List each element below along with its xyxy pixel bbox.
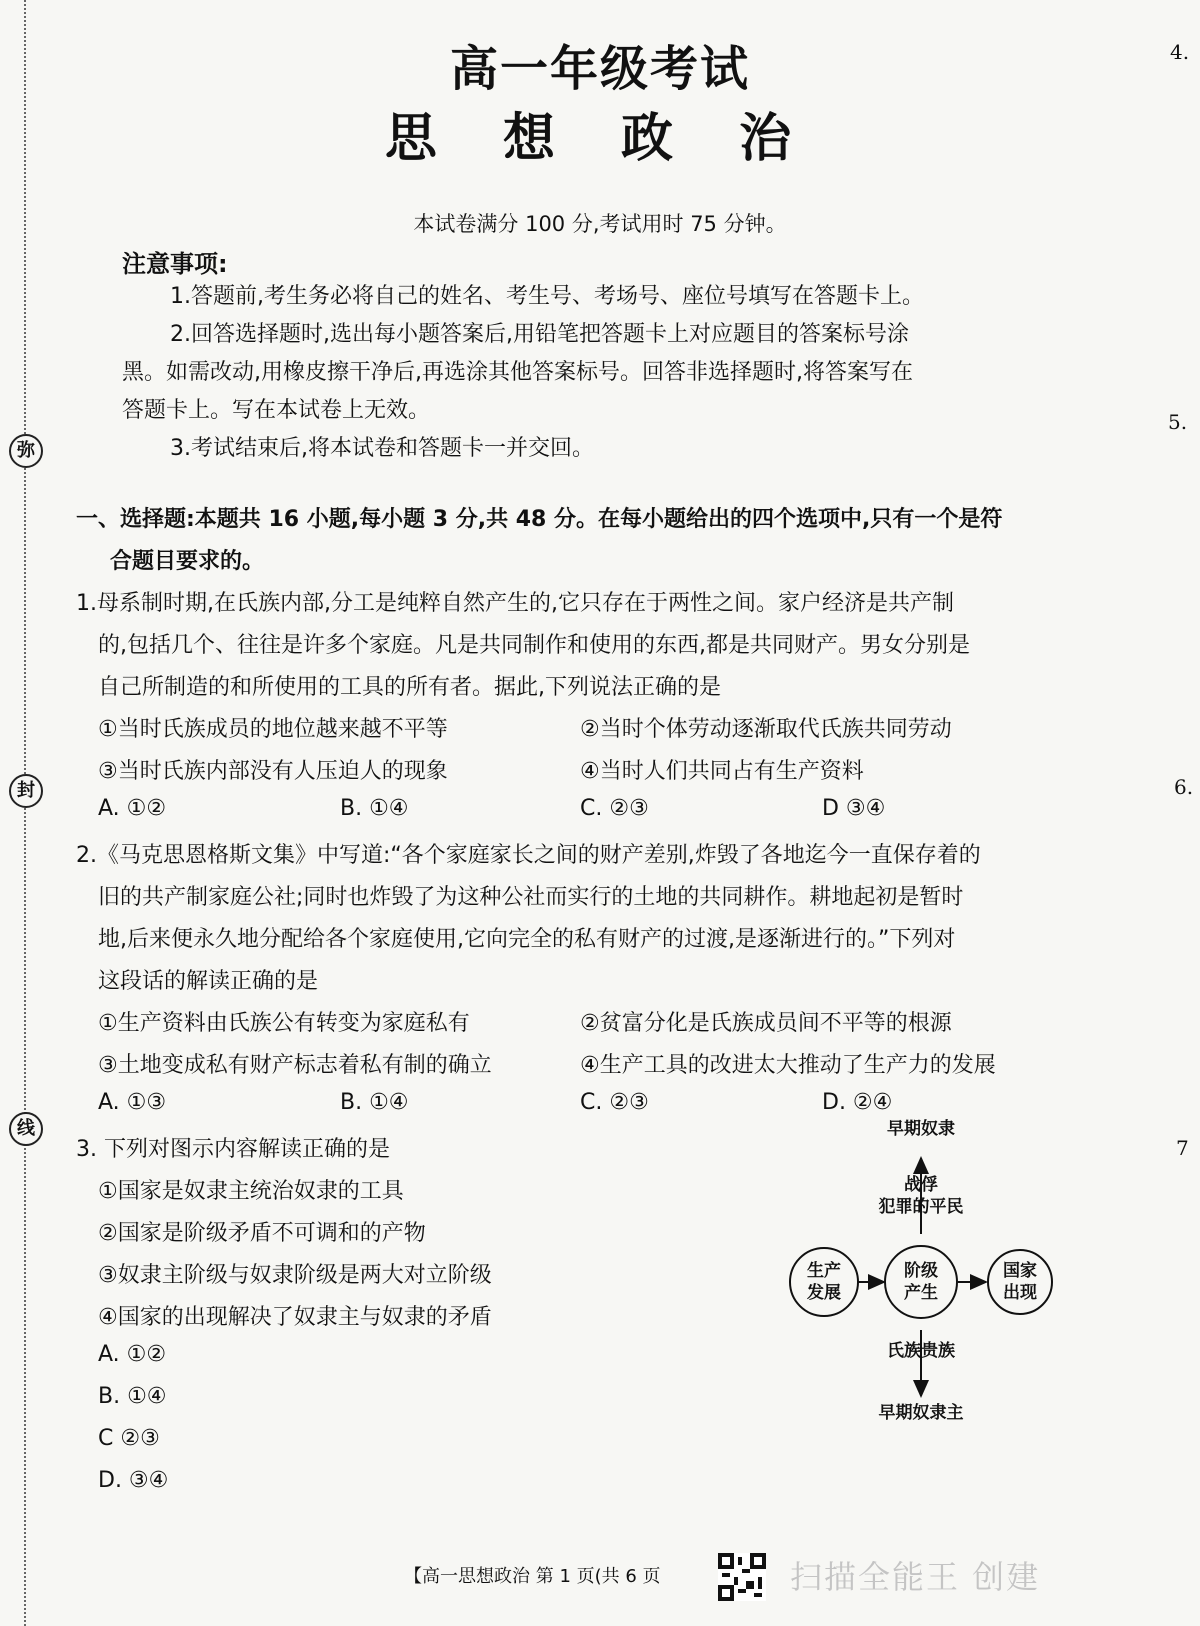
scanner-watermark: 扫描全能王 创建 [790, 1558, 1041, 1596]
notice-line: 1.答题前,考生务必将自己的姓名、考生号、考场号、座位号填写在答题卡上。 [170, 284, 924, 309]
notice-line: 黑。如需改动,用橡皮擦干净后,再选涂其他答案标号。回答非选择题时,将答案写在 [122, 360, 913, 385]
question-3-item: ③奴隶主阶级与奴隶阶级是两大对立阶级 [98, 1263, 492, 1288]
notice-heading: 注意事项: [122, 250, 228, 278]
node-class [885, 1246, 957, 1318]
question-1-item: ①当时氏族成员的地位越来越不平等 [98, 717, 448, 742]
section-heading: 合题目要求的。 [110, 549, 265, 574]
question-2-choice: C. ②③ [580, 1090, 649, 1115]
qr-code-icon [718, 1553, 766, 1601]
node-production-label: 生产 [807, 1261, 841, 1281]
node-state-label: 国家 [1003, 1261, 1037, 1281]
notice-line: 2.回答选择题时,选出每小题答案后,用铅笔把答题卡上对应题目的答案标号涂 [170, 322, 909, 347]
node-class-label: 阶级 [904, 1261, 938, 1281]
seal-mark-xian: 线 [9, 1112, 43, 1146]
question-1-item: ②当时个体劳动逐渐取代氏族共同劳动 [580, 717, 952, 742]
question-2-stem: 2.《马克思恩格斯文集》中写道:“各个家庭家长之间的财产差别,炸毁了各地迄今一直保存着的 [76, 843, 981, 868]
question-1-stem: 的,包括几个、往往是许多个家庭。凡是共同制作和使用的东西,都是共同财产。男女分别是 [98, 633, 970, 658]
label-early-slaves: 早期奴隶 [887, 1119, 955, 1139]
question-1-item: ③当时氏族内部没有人压迫人的现象 [98, 759, 448, 784]
question-3-choice: B. ①④ [98, 1384, 167, 1409]
question-2-item: ④生产工具的改进太大推动了生产力的发展 [580, 1053, 996, 1078]
label-early-slave-owners: 早期奴隶主 [878, 1403, 964, 1423]
question-2-stem: 地,后来便永久地分配给各个家庭使用,它向完全的私有财产的过渡,是逐渐进行的。”下列对 [98, 927, 956, 952]
node-production-label: 发展 [807, 1283, 841, 1303]
question-3-stem: 3. 下列对图示内容解读正确的是 [76, 1137, 390, 1162]
question-3-item: ①国家是奴隶主统治奴隶的工具 [98, 1179, 404, 1204]
label-clan-nobles: 氏族贵族 [887, 1341, 955, 1361]
edge-number: 7 [1176, 1136, 1189, 1160]
subject-title: 思 想 政 治 [384, 109, 816, 169]
question-1-choice: C. ②③ [580, 796, 649, 821]
notice-line: 3.考试结束后,将本试卷和答题卡一并交回。 [170, 436, 594, 461]
question-2-choice: B. ①④ [340, 1090, 409, 1115]
question-3-item: ④国家的出现解决了奴隶主与奴隶的矛盾 [98, 1305, 492, 1330]
section-heading: 一、选择题:本题共 16 小题,每小题 3 分,共 48 分。在每小题给出的四个选项中,只有一个是符 [76, 507, 1003, 532]
question-1-stem: 1.母系制时期,在氏族内部,分工是纯粹自然产生的,它只存在于两性之间。家户经济是共产制 [76, 591, 954, 616]
question-2-stem: 旧的共产制家庭公社;同时也炸毁了为这种公社而实行的土地的共同耕作。耕地起初是暂时 [98, 885, 964, 910]
question-1-choice: B. ①④ [340, 796, 409, 821]
question-3-choice: A. ①② [98, 1342, 167, 1367]
edge-number: 4. [1170, 40, 1190, 64]
question-3-item: ②国家是阶级矛盾不可调和的产物 [98, 1221, 426, 1246]
question-1-item: ④当时人们共同占有生产资料 [580, 759, 864, 784]
question-2-choice: D. ②④ [822, 1090, 893, 1115]
question-1-stem: 自己所制造的和所使用的工具的所有者。据此,下列说法正确的是 [98, 675, 721, 700]
class-origin-diagram [780, 1110, 1080, 1490]
question-2-item: ③土地变成私有财产标志着私有制的确立 [98, 1053, 492, 1078]
edge-number: 6. [1174, 775, 1194, 799]
label-captives: 战俘 [904, 1175, 938, 1195]
node-state [988, 1250, 1052, 1314]
edge-number: 5. [1168, 410, 1188, 434]
seal-mark-mi: 弥 [9, 434, 43, 468]
binding-dashed-line [24, 0, 26, 1626]
question-2-stem: 这段话的解读正确的是 [98, 969, 319, 994]
exam-info: 本试卷满分 100 分,考试用时 75 分钟。 [413, 212, 787, 236]
label-criminal-commoners: 犯罪的平民 [878, 1197, 964, 1217]
question-2-item: ①生产资料由氏族公有转变为家庭私有 [98, 1011, 470, 1036]
node-production [790, 1248, 858, 1316]
seal-mark-feng: 封 [9, 774, 43, 808]
question-3-choice: D. ③④ [98, 1468, 169, 1493]
node-state-label: 出现 [1003, 1283, 1037, 1303]
page-footer: 【高一思想政治 第 1 页(共 6 页 [404, 1566, 661, 1587]
question-2-choice: A. ①③ [98, 1090, 167, 1115]
question-2-item: ②贫富分化是氏族成员间不平等的根源 [580, 1011, 952, 1036]
question-1-choice: A. ①② [98, 796, 167, 821]
question-1-choice: D ③④ [822, 796, 886, 821]
notice-line: 答题卡上。写在本试卷上无效。 [122, 398, 431, 423]
question-3-choice: C ②③ [98, 1426, 160, 1451]
node-class-label: 产生 [904, 1283, 938, 1303]
exam-title: 高一年级考试 [449, 41, 750, 97]
